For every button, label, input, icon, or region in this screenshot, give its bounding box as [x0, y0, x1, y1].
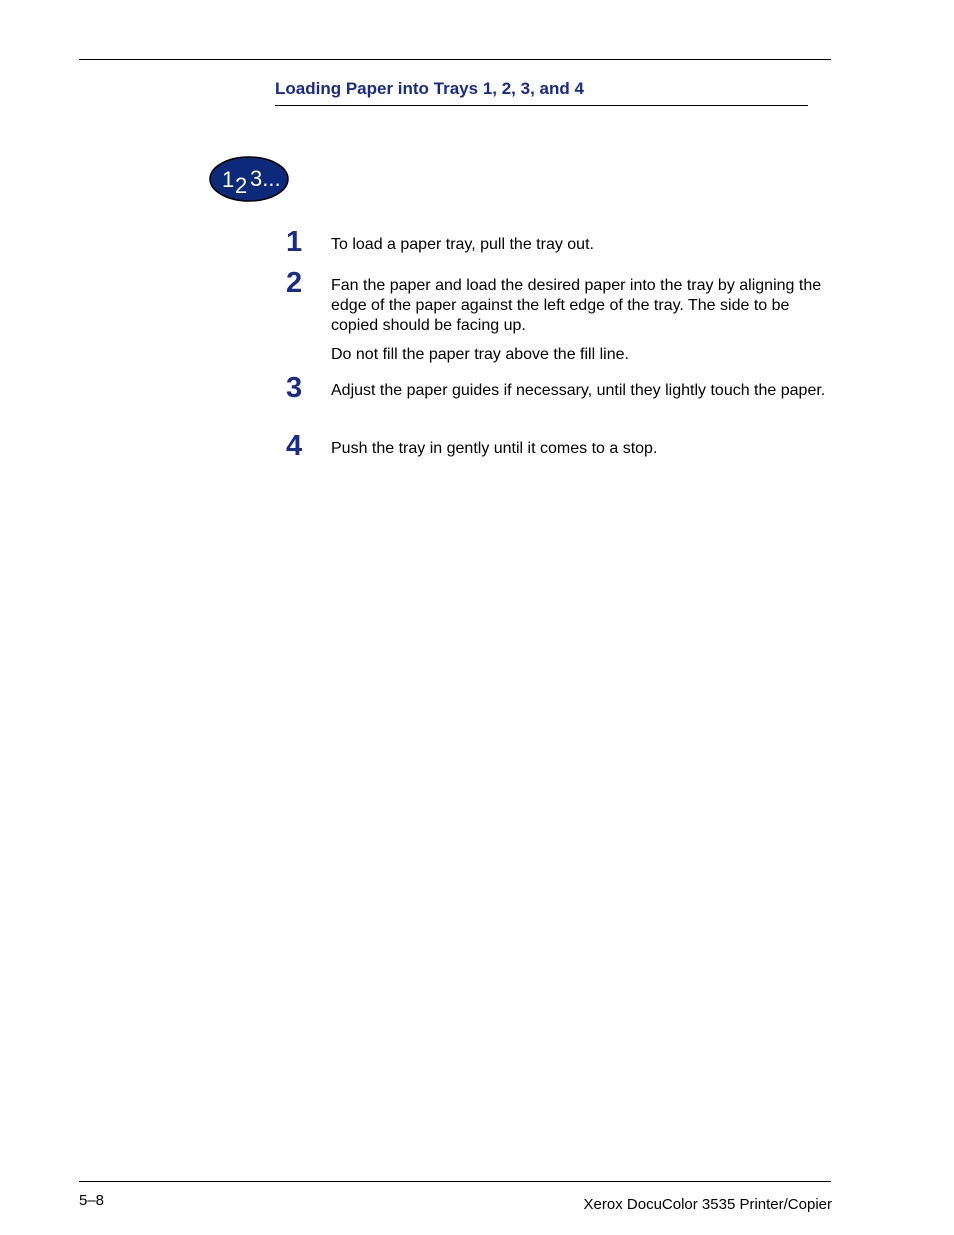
step-number: 3: [286, 372, 303, 404]
header-rule: [79, 59, 831, 60]
badge-digit-1: 1: [222, 167, 235, 192]
product-name: Xerox DocuColor 3535 Printer/Copier: [583, 1196, 832, 1213]
step-number: 4: [286, 430, 303, 462]
section-title-underline: [275, 105, 808, 106]
page-number: 5–8: [79, 1192, 105, 1209]
badge-digit-3: 3...: [250, 166, 281, 191]
section-title: Loading Paper into Trays 1, 2, 3, and 4: [275, 79, 584, 98]
step-text: To load a paper tray, pull the tray out.: [331, 236, 594, 253]
badge-digit-2: 2: [235, 173, 248, 198]
procedure-steps-icon: [209, 156, 289, 202]
step-text: Fan the paper and load the desired paper into the tray by aligning the edge of the paper against the left edge of the tray. The side to be copied should be facing up.: [331, 277, 822, 334]
step-number: 1: [286, 226, 303, 258]
step-number: 2: [286, 267, 303, 299]
step-note: Do not fill the paper tray above the fill line.: [331, 346, 629, 363]
step-text: Push the tray in gently until it comes to a stop.: [331, 440, 658, 457]
step-text: Adjust the paper guides if necessary, until they lightly touch the paper.: [331, 382, 826, 399]
footer-rule: [79, 1181, 831, 1182]
